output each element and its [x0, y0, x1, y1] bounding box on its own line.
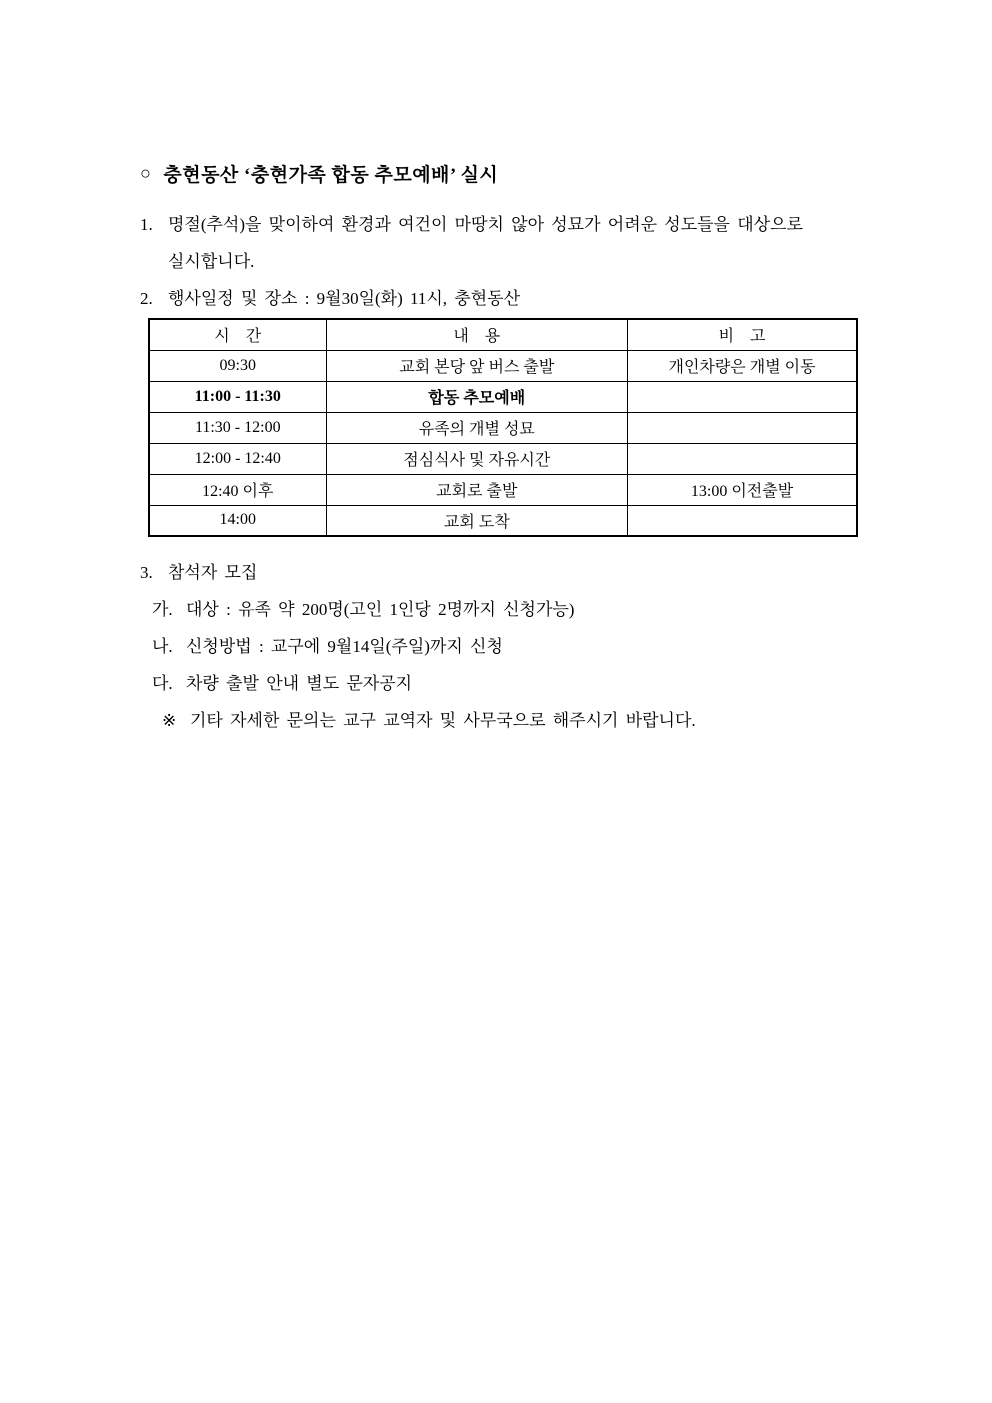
subitem-da-text: 차량 출발 안내 별도 문자공지	[186, 674, 413, 693]
paragraph-1-line-1: 명절(추석)을 맞이하여 환경과 여건이 마땅치 않아 성묘가 어려운 성도들을 대상으로	[168, 215, 803, 234]
cell-time: 11:30 - 12:00	[149, 412, 326, 443]
cell-note	[628, 443, 857, 474]
subitem-na-label: 나.	[152, 637, 173, 656]
paragraph-3-number: 3.	[140, 563, 153, 582]
table-header-content: 내 용	[326, 319, 628, 350]
subitem-na	[140, 628, 862, 665]
table-header-row	[149, 319, 857, 350]
cell-time: 12:00 - 12:40	[149, 443, 326, 474]
cell-note	[628, 381, 857, 412]
cell-content: 교회 본당 앞 버스 출발	[326, 350, 628, 381]
paragraph-1-text	[168, 206, 862, 280]
table-row	[149, 474, 857, 505]
paragraph-2-line-1: 행사일정 및 장소 : 9월30일(화) 11시, 충현동산	[168, 289, 520, 308]
page-title	[140, 160, 862, 187]
cell-time: 12:40 이후	[149, 474, 326, 505]
cell-time: 11:00 - 11:30	[149, 381, 326, 412]
table-row	[149, 505, 857, 536]
table-row	[149, 381, 857, 412]
schedule-table	[148, 318, 858, 537]
subitem-na-text-wrap	[186, 628, 862, 665]
paragraph-2-number: 2.	[140, 289, 153, 308]
cell-note: 개인차량은 개별 이동	[628, 350, 857, 381]
paragraph-1-number: 1.	[140, 215, 153, 234]
subitem-da-text-wrap	[186, 665, 862, 702]
footnote-text: 기타 자세한 문의는 교구 교역자 및 사무국으로 해주시기 바랍니다.	[190, 711, 696, 730]
paragraph-3-title: 참석자 모집	[168, 563, 258, 582]
table-header-time: 시 간	[149, 319, 326, 350]
paragraph-3-text	[168, 554, 862, 591]
table-row	[149, 443, 857, 474]
cell-note	[628, 412, 857, 443]
table-header-note: 비 고	[628, 319, 857, 350]
subitem-ga-text: 대상 : 유족 약 200명(고인 1인당 2명까지 신청가능)	[186, 600, 575, 619]
subitem-da	[140, 665, 862, 702]
cell-note: 13:00 이전출발	[628, 474, 857, 505]
table-row	[149, 412, 857, 443]
subitem-ga-text-wrap	[186, 591, 862, 628]
cell-time: 09:30	[149, 350, 326, 381]
reference-mark-icon: ※	[162, 711, 177, 730]
paragraph-1	[140, 206, 862, 280]
cell-content: 합동 추모예배	[326, 381, 628, 412]
paragraph-3	[140, 554, 862, 591]
subitem-ga-label: 가.	[152, 600, 173, 619]
paragraph-2	[140, 280, 862, 317]
document-content	[140, 160, 862, 739]
subitem-da-label: 다.	[152, 674, 173, 693]
cell-content: 점심식사 및 자유시간	[326, 443, 628, 474]
footnote-text-wrap	[190, 702, 862, 739]
table-row	[149, 350, 857, 381]
paragraph-2-text	[168, 280, 862, 317]
cell-content: 유족의 개별 성묘	[326, 412, 628, 443]
subitem-ga	[140, 591, 862, 628]
subitem-na-text: 신청방법 : 교구에 9월14일(주일)까지 신청	[186, 637, 503, 656]
page-title-text: 충현동산 ‘충현가족 합동 추모예배’ 실시	[163, 165, 499, 186]
footnote	[140, 702, 862, 739]
paragraph-1-line-2: 실시합니다.	[168, 252, 255, 271]
cell-note	[628, 505, 857, 536]
cell-content: 교회로 출발	[326, 474, 628, 505]
cell-time: 14:00	[149, 505, 326, 536]
circle-bullet-icon: ○	[140, 163, 152, 183]
cell-content: 교회 도착	[326, 505, 628, 536]
